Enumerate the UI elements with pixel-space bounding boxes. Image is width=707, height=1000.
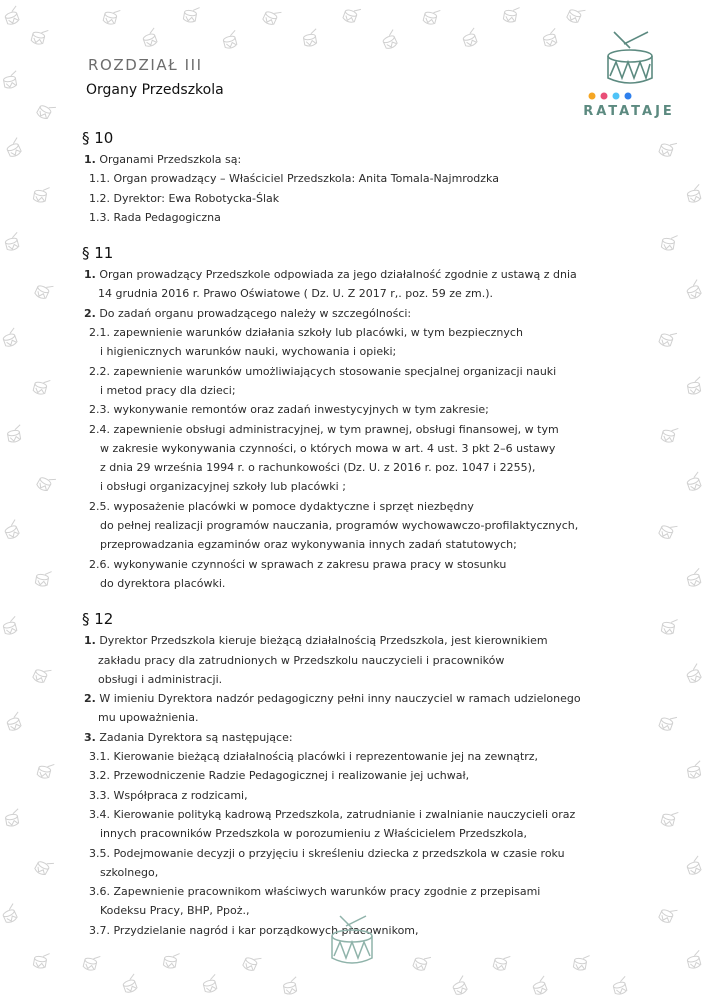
paragraph-line	[82, 265, 642, 284]
item-number: 1.	[84, 268, 96, 282]
item-text: i metod pracy dla dzieci;	[100, 383, 236, 397]
paragraph-line	[82, 805, 642, 824]
item-text: 3.1. Kierowanie bieżącą działalnością placówki i reprezentowanie jej na zewnątrz,	[89, 750, 539, 764]
item-text: Dyrektor Przedszkola kieruje bieżącą działalnością Przedszkola, jest kierownikiem	[95, 634, 548, 648]
item-text: Kodeksu Pracy, BHP, Ppoż.,	[100, 904, 250, 918]
paragraph-line	[82, 477, 642, 496]
paragraph-line	[82, 844, 642, 863]
paragraph-line	[82, 420, 642, 439]
paragraph-line	[82, 439, 642, 458]
paragraph-line	[82, 362, 642, 381]
paragraph-line	[82, 208, 642, 227]
paragraph-line	[82, 766, 642, 785]
item-text: 3.4. Kierowanie polityką kadrową Przedszkola, zatrudnianie i zwalnianie nauczycieli oraz	[89, 807, 576, 821]
item-text: do pełnej realizacji programów nauczania, programów wychowawczo-profilaktycznych,	[100, 519, 579, 533]
item-text: i higienicznych warunków nauki, wychowania i opieki;	[100, 345, 397, 359]
paragraph-line	[82, 150, 642, 169]
item-text: 1.1. Organ prowadzący – Właściciel Przedszkola: Anita Tomala-Najmrodzka	[89, 172, 499, 186]
item-text: Do zadań organu prowadzącego należy w szczególności:	[95, 306, 412, 320]
item-text: 3.7. Przydzielanie nagród i kar porządkowych pracownikom,	[89, 923, 419, 937]
item-text: 1.3. Rada Pedagogiczna	[89, 210, 221, 224]
item-text: 2.2. zapewnienie warunków umożliwiających stosowanie specjalnej organizacji nauki	[89, 364, 557, 378]
paragraph-line	[82, 381, 642, 400]
logo-dot-3	[613, 93, 620, 100]
item-text: W imieniu Dyrektora nadzór pedagogiczny pełni inny nauczyciel w ramach udzielonego	[95, 692, 581, 706]
paragraph-line	[82, 458, 642, 477]
drum-pattern-left	[0, 6, 56, 969]
item-text: 3.6. Zapewnienie pracownikom właściwych warunków pracy zgodnie z przepisami	[89, 885, 541, 899]
item-number: 2.	[84, 692, 96, 706]
item-text: z dnia 29 września 1994 r. o rachunkowości (Dz. U. z 2016 r. poz. 1047 i 2255),	[100, 461, 536, 475]
paragraph-line	[82, 400, 642, 419]
item-text: mu upoważnienia.	[98, 711, 199, 725]
paragraph-line	[82, 169, 642, 188]
item-number: 1.	[84, 634, 96, 648]
item-text: 14 grudnia 2016 r. Prawo Oświatowe ( Dz. U. Z 2017 r,. poz. 59 ze zm.).	[98, 287, 494, 301]
item-text: do dyrektora placówki.	[100, 576, 226, 590]
section-title: § 10	[82, 129, 114, 147]
paragraph-line	[82, 189, 642, 208]
item-text: zakładu pracy dla zatrudnionych w Przedszkolu nauczycieli i pracowników	[98, 653, 505, 667]
item-text: szkolnego,	[100, 865, 159, 879]
item-text: 2.6. wykonywanie czynności w sprawach z zakresu prawa pracy w stosunku	[89, 557, 507, 571]
item-text: obsługi i administracji.	[98, 672, 223, 686]
paragraph-line	[82, 689, 642, 708]
logo-dots	[589, 93, 632, 100]
item-text: 3.2. Przewodniczenie Radzie Pedagogicznej i realizowanie jej uchwał,	[89, 769, 470, 783]
paragraph-line	[82, 728, 642, 747]
item-text: 3.3. Współpraca z rodzicami,	[89, 788, 248, 802]
paragraph-line	[82, 555, 642, 574]
paragraph-line	[82, 747, 642, 766]
section-title: § 11	[82, 244, 114, 263]
item-text: 2.5. wyposażenie placówki w pomoce dydaktyczne i sprzęt niezbędny	[89, 499, 474, 513]
paragraph-line	[82, 651, 642, 670]
logo-dot-1	[589, 93, 596, 100]
paragraph-line	[82, 882, 642, 901]
item-text: 2.4. zapewnienie obsługi administracyjnej, w tym prawnej, obsługi finansowej, w tym	[89, 422, 559, 436]
item-text: innych pracowników Przedszkola w porozumieniu z Właścicielem Przedszkola,	[100, 827, 528, 841]
item-text: Zadania Dyrektora są następujące:	[95, 730, 293, 744]
paragraph-line	[82, 304, 642, 323]
item-text: 1.2. Dyrektor: Ewa Robotycka-Ślak	[89, 191, 280, 205]
item-text: i obsługi organizacyjnej szkoły lub placówki ;	[100, 480, 346, 494]
item-text: 2.3. wykonywanie remontów oraz zadań inwestycyjnych w tym zakresie;	[89, 403, 489, 417]
chapter-subtitle: Organy Przedszkola	[86, 82, 224, 98]
paragraph-line	[82, 535, 642, 554]
item-number: 1.	[84, 153, 96, 166]
item-text: Organ prowadzący Przedszkole odpowiada za jego działalność zgodnie z ustawą z dnia	[95, 268, 577, 282]
logo-wordmark: RATATAJE	[583, 104, 675, 119]
paragraph-line	[82, 786, 642, 805]
paragraph-line	[82, 574, 642, 593]
item-number: 3.	[84, 730, 96, 744]
paragraph-line	[82, 516, 642, 535]
drum-footer-icon	[320, 912, 384, 974]
paragraph-line	[82, 631, 642, 650]
item-text: Organami Przedszkola są:	[95, 153, 242, 166]
paragraph-line	[82, 342, 642, 361]
chapter-heading: ROZDZIAŁ III	[88, 56, 203, 74]
paragraph-line	[82, 497, 642, 516]
item-number: 2.	[84, 306, 96, 320]
drum-pattern-top	[103, 4, 586, 50]
drum-logo-icon	[608, 32, 652, 83]
paragraph-line	[82, 824, 642, 843]
document-body	[82, 126, 642, 940]
item-text: 2.1. zapewnienie warunków działania szkoły lub placówki, w tym bezpiecznych	[89, 326, 523, 340]
paragraph-line	[82, 670, 642, 689]
logo-dot-2	[601, 93, 608, 100]
paragraph-line	[82, 323, 642, 342]
section-title: § 12	[82, 610, 114, 629]
item-text: przeprowadzania egzaminów oraz wykonywania innych zadań statutowych;	[100, 538, 517, 552]
paragraph-line	[82, 708, 642, 727]
drum-pattern-right	[658, 139, 704, 970]
paragraph-line	[82, 863, 642, 882]
item-text: w zakresie wykonywania czynności, o których mowa w art. 4 ust. 3 pkt 2–6 ustawy	[100, 441, 556, 455]
item-text: 3.5. Podejmowanie decyzji o przyjęciu i skreśleniu dziecka z przedszkola w czasie roku	[89, 846, 565, 860]
paragraph-line	[82, 284, 642, 303]
logo-dot-4	[625, 93, 632, 100]
